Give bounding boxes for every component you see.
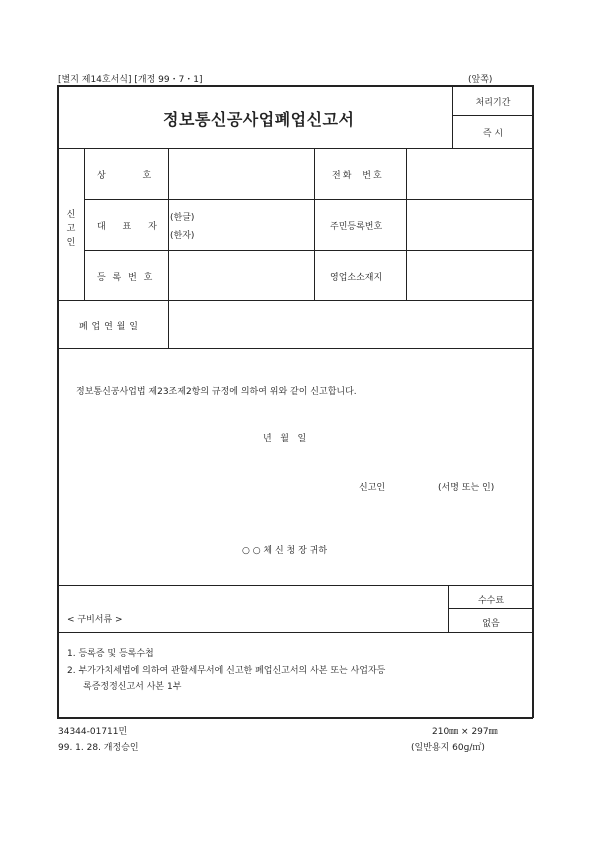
fee-value: 없음 [482, 619, 500, 629]
office-location-label: 영업소소재지 [330, 273, 383, 283]
form-title: 정보통신공사업폐업신고서 [163, 110, 355, 129]
phone-label: 전화 번호 [332, 171, 384, 181]
trade-name-label: 상 호 [97, 171, 152, 181]
representative-hanja-label: (한자) [170, 231, 195, 241]
document-item-2: 2. 부가가치세법에 의하여 관할세무서에 신고한 폐업신고서의 사본 또는 사업자등 [67, 666, 386, 676]
processing-period-value: 즉 시 [482, 129, 504, 139]
fee-label: 수수료 [477, 596, 505, 606]
registration-number-field[interactable] [170, 252, 312, 299]
processing-period-label: 처리기간 [475, 98, 511, 108]
phone-field[interactable] [408, 150, 530, 198]
paper-type: (일반용지 60g/㎡) [411, 743, 485, 753]
signature-hint: (서명 또는 인) [438, 483, 495, 493]
document-item-1: 1. 등록증 및 등록수첩 [67, 649, 154, 659]
representative-label: 대 표 자 [97, 222, 157, 232]
document-item-2-cont: 록증정정신고서 사본 1부 [83, 682, 182, 692]
addressee: ○ ○ 체 신 청 장 귀하 [242, 546, 328, 556]
closure-date-label: 폐 업 연 월 일 [79, 322, 138, 332]
signer-label: 신고인 [359, 483, 386, 493]
date-line: 년 월 일 [263, 434, 307, 444]
form-reference: [별지 제14호서식] [개정 99・7・1] [58, 75, 203, 85]
approval-date: 99. 1. 28. 개정승인 [58, 743, 139, 753]
representative-hangul-label: (한글) [170, 213, 195, 223]
office-location-field[interactable] [408, 252, 530, 299]
form-code: 34344-01711민 [58, 727, 128, 737]
resident-number-label: 주민등록번호 [330, 222, 383, 232]
registration-number-label: 등 록 번 호 [97, 273, 153, 283]
documents-header: < 구비서류 > [67, 615, 123, 625]
declaration-statement: 정보통신공사업법 제23조제2항의 규정에 의하여 위와 같이 신고합니다. [76, 387, 357, 397]
closure-date-field[interactable] [170, 302, 530, 347]
trade-name-field[interactable] [170, 150, 312, 198]
page-side-label: (앞쪽) [468, 75, 493, 85]
paper-size: 210㎜ × 297㎜ [432, 727, 498, 737]
resident-number-field[interactable] [408, 201, 530, 249]
